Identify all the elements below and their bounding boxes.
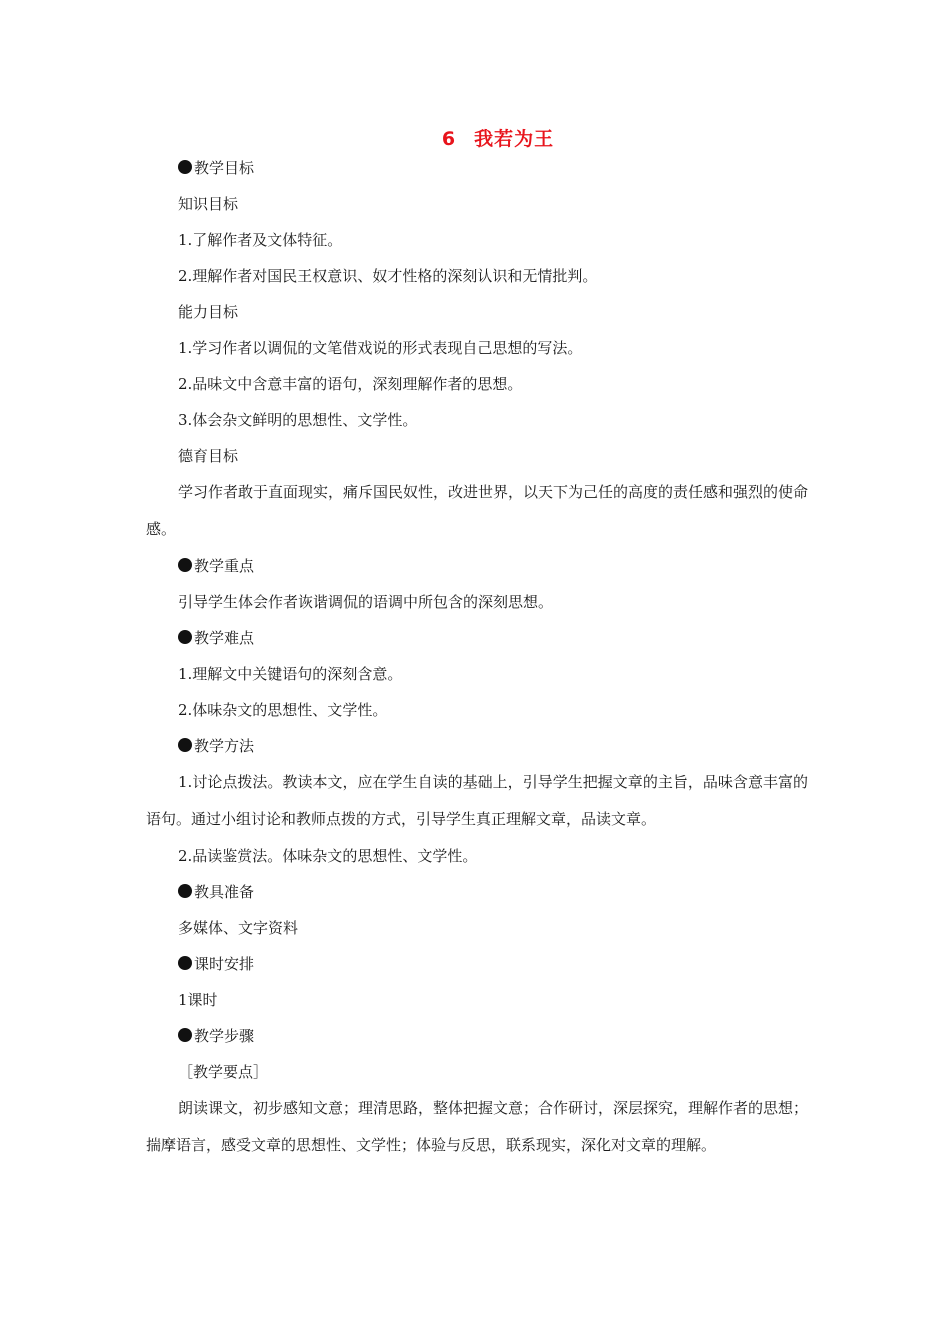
document-body	[146, 150, 808, 1164]
ability-item: 1.学习作者以调侃的文笔借戏说的形式表现自己思想的写法。	[178, 339, 583, 357]
difficulty-item: 1.理解文中关键语句的深刻含意。	[178, 665, 403, 683]
subheading-moral: 德育目标	[178, 447, 239, 465]
bullet-icon	[178, 160, 192, 174]
bullet-icon	[178, 558, 192, 572]
section-heading-difficulty: 教学难点	[146, 620, 808, 656]
section-heading-goals: 教学目标	[146, 150, 808, 186]
section-heading-key: 教学重点	[146, 548, 808, 584]
schedule-text: 1课时	[178, 991, 218, 1009]
title-text: 我若为王	[474, 128, 555, 150]
tools-text: 多媒体、文字资料	[178, 919, 299, 937]
knowledge-item: 1.了解作者及文体特征。	[178, 231, 343, 249]
subheading-knowledge: 知识目标	[178, 195, 239, 213]
section-heading-method: 教学方法	[146, 728, 808, 764]
section-heading-tools: 教具准备	[146, 874, 808, 910]
subheading-ability: 能力目标	[178, 303, 239, 321]
bullet-icon	[178, 630, 192, 644]
ability-item: 3.体会杂文鲜明的思想性、文学性。	[178, 411, 418, 429]
bullet-icon	[178, 956, 192, 970]
bullet-icon	[178, 738, 192, 752]
moral-paragraph: 学习作者敢于直面现实，痛斥国民奴性，改进世界，以天下为己任的高度的责任感和强烈的使命感。	[146, 483, 809, 538]
title-number: 6	[441, 128, 457, 150]
steps-paragraph: 朗读课文，初步感知文意；理清思路，整体把握文意；合作研讨，深层探究，理解作者的思想；揣摩语言，感受文章的思想性、文学性；体验与反思，联系现实，深化对文章的理解。	[146, 1099, 809, 1154]
difficulty-item: 2.体味杂文的思想性、文学性。	[178, 701, 388, 719]
ability-item: 2.品味文中含意丰富的语句，深刻理解作者的思想。	[178, 375, 523, 393]
knowledge-item: 2.理解作者对国民王权意识、奴才性格的深刻认识和无情批判。	[178, 267, 598, 285]
key-paragraph: 引导学生体会作者诙谐调侃的语调中所包含的深刻思想。	[178, 593, 554, 611]
method-item-paragraph: 1.讨论点拨法。教读本文，应在学生自读的基础上，引导学生把握文章的主旨，品味含意丰富的语句。通过小组讨论和教师点拨的方式，引导学生真正理解文章，品读文章。	[146, 773, 808, 828]
document-title	[0, 124, 950, 151]
method-item: 2.品读鉴赏法。体味杂文的思想性、文学性。	[178, 847, 478, 865]
section-heading-schedule: 课时安排	[146, 946, 808, 982]
steps-subheading: ［教学要点］	[178, 1063, 269, 1081]
section-heading-steps: 教学步骤	[146, 1018, 808, 1054]
bullet-icon	[178, 1028, 192, 1042]
bullet-icon	[178, 884, 192, 898]
